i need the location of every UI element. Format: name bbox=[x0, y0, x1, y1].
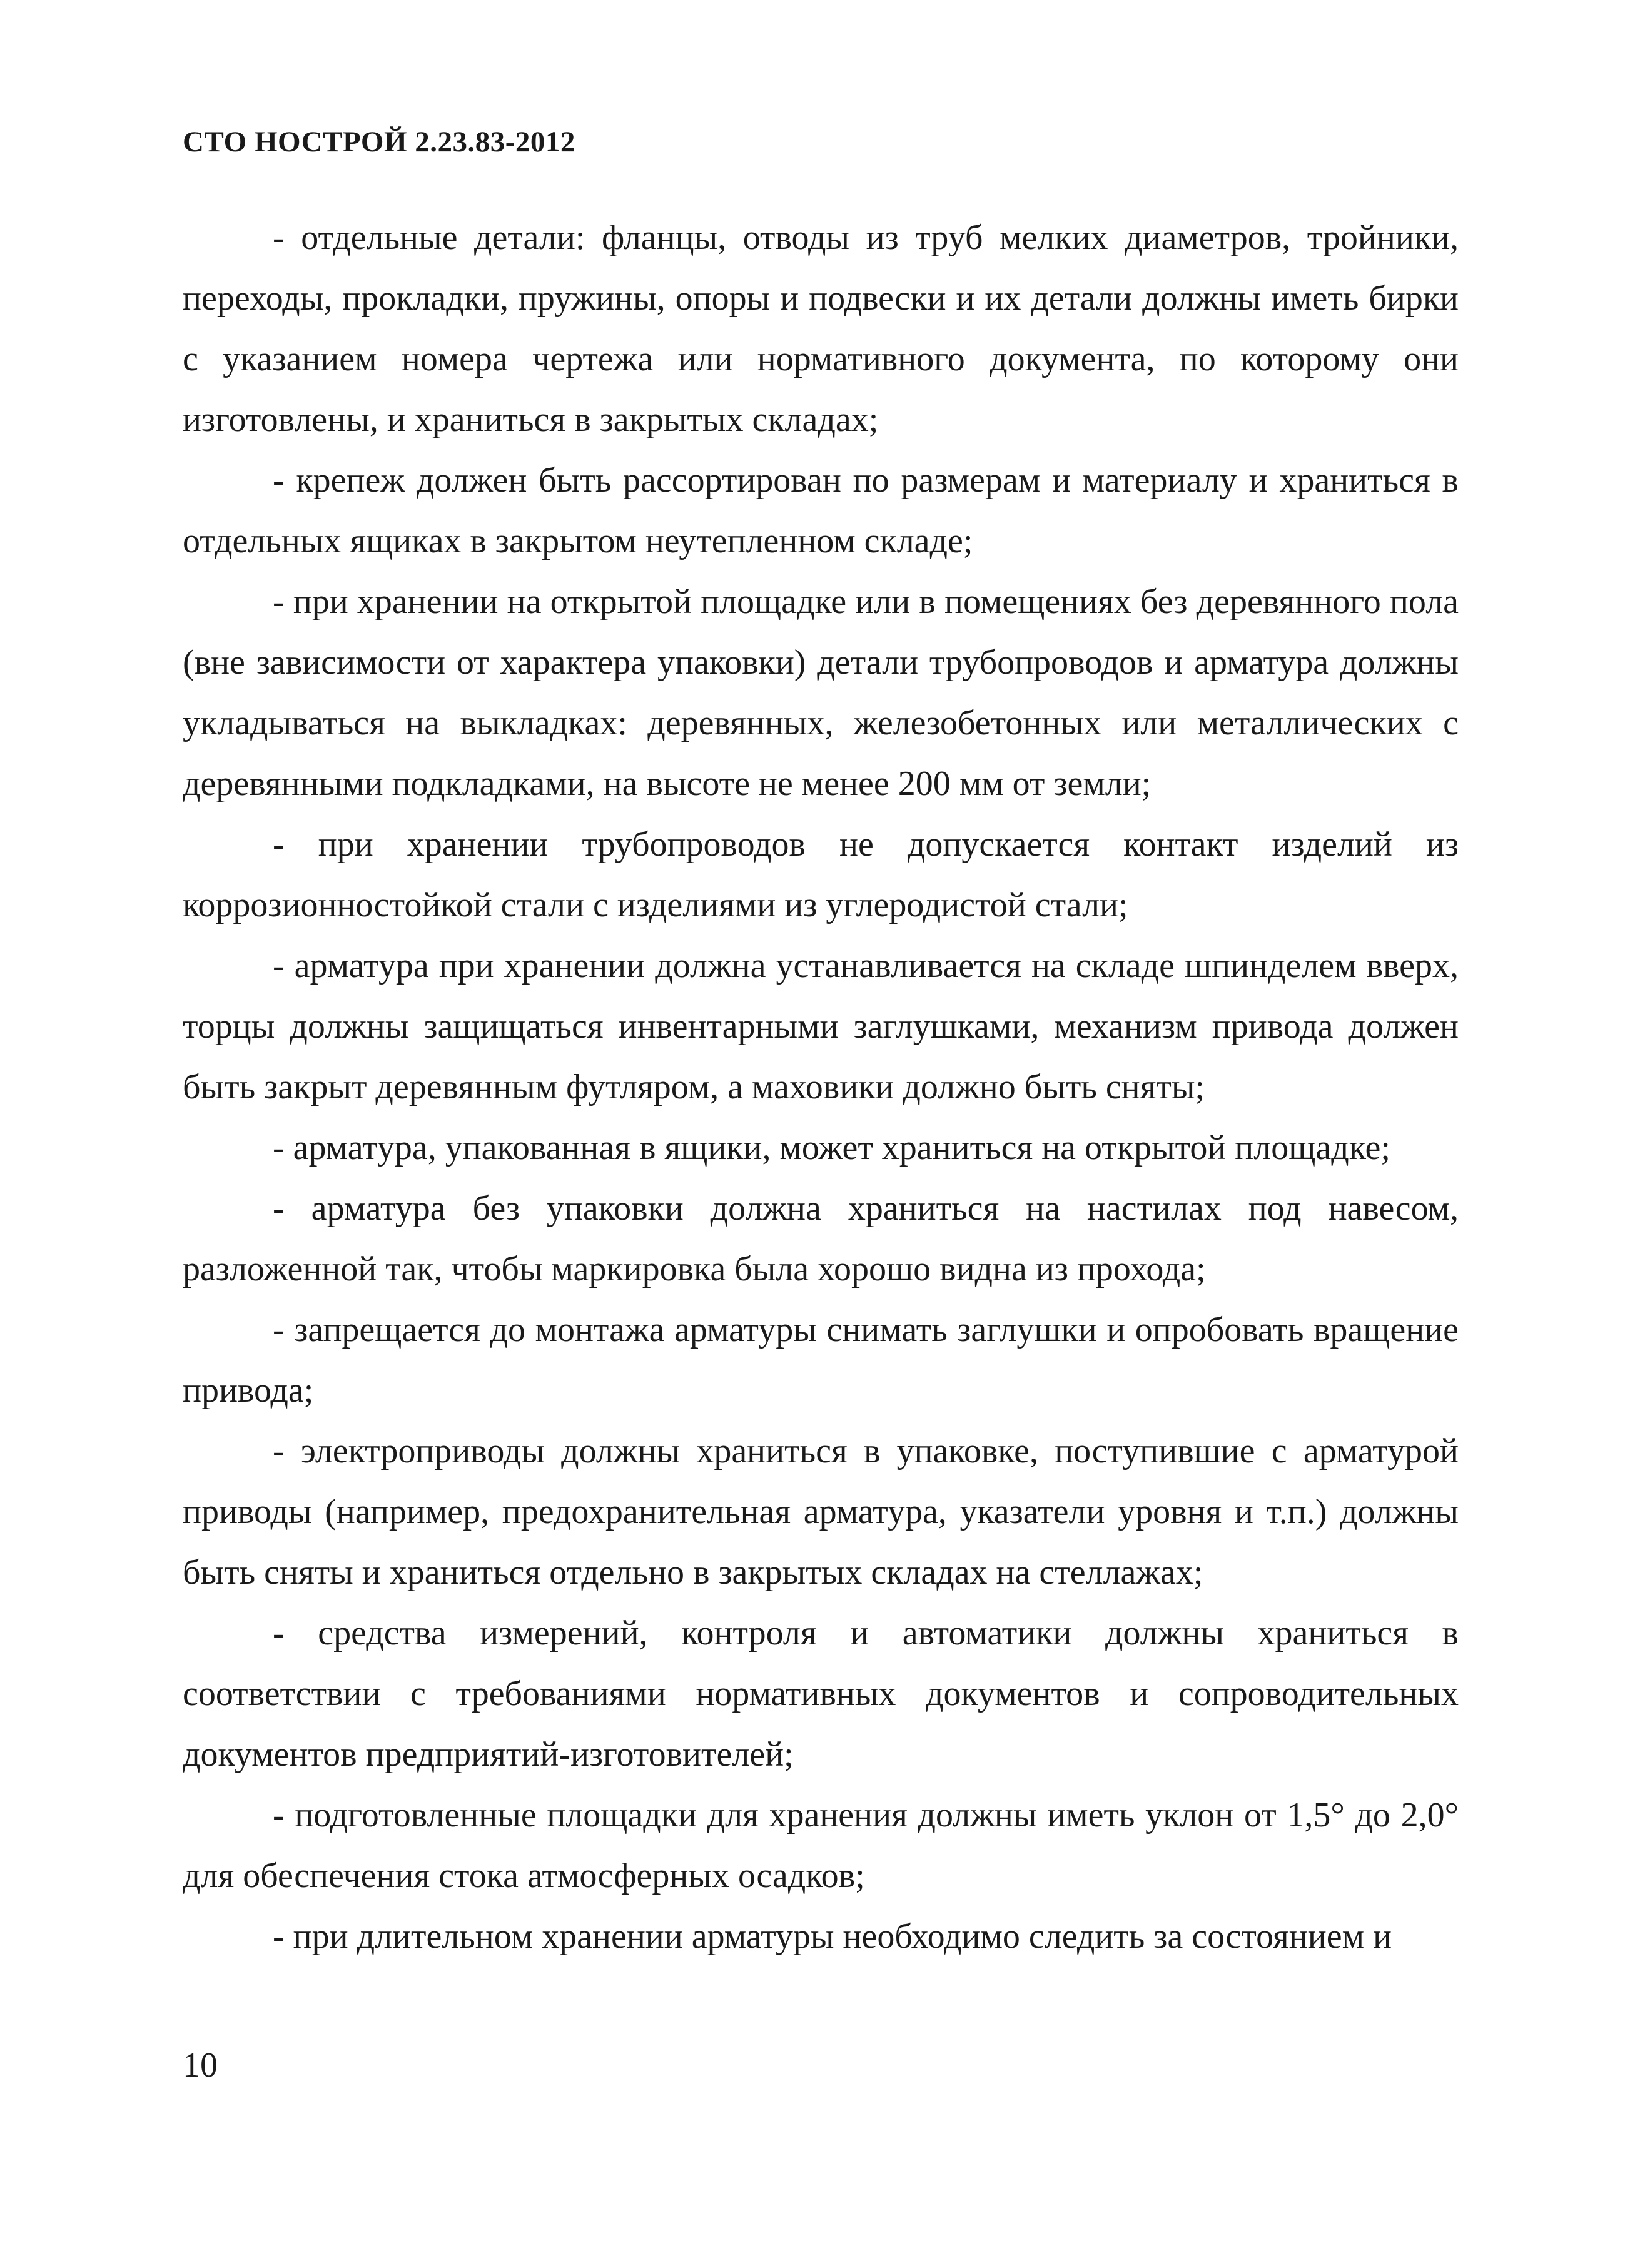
paragraph: - отдельные детали: фланцы, отводы из труб мелких диаметров, тройники, переходы, прокладки, пружины, опоры и подвески и их детали должны иметь бирки с указанием номера чертежа или нормативного документа, по которому они изготовлены, и храниться в закрытых складах; bbox=[183, 218, 1459, 439]
paragraph: - крепеж должен быть рассортирован по размерам и материалу и храниться в отдельных ящиках в закрытом неутепленном складе; bbox=[183, 461, 1459, 560]
paragraph: - при длительном хранении арматуры необходимо следить за состоянием и bbox=[273, 1917, 1392, 1956]
paragraph: - средства измерений, контроля и автоматики должны храниться в соответствии с требованиями нормативных документов и сопроводительных документов предприятий-изготовителей; bbox=[183, 1614, 1459, 1774]
paragraph: - арматура, упакованная в ящики, может храниться на открытой площадке; bbox=[273, 1128, 1390, 1167]
paragraph: - при хранении на открытой площадке или в помещениях без деревянного пола (вне зависимости от характера упаковки) детали трубопроводов и арматура должны укладываться на выкладках: деревянных, железобетонных или металлических с деревянными подкладками, на высоте не менее 200 мм от земли; bbox=[183, 582, 1459, 803]
body-text bbox=[183, 208, 1459, 1967]
document-header: СТО НОСТРОЙ 2.23.83-2012 bbox=[183, 126, 575, 158]
paragraph: - электроприводы должны храниться в упаковке, поступившие с арматурой приводы (например, предохранительная арматура, указатели уровня и т.п.) должны быть сняты и храниться отдельно в закрытых складах на стеллажах; bbox=[183, 1432, 1459, 1592]
paragraph: - арматура при хранении должна устанавливается на складе шпинделем вверх, торцы должны защищаться инвентарными заглушками, механизм привода должен быть закрыт деревянным футляром, а маховики должно быть сняты; bbox=[183, 946, 1459, 1106]
paragraph: - подготовленные площадки для хранения должны иметь уклон от 1,5° до 2,0° для обеспечения стока атмосферных осадков; bbox=[183, 1796, 1459, 1895]
paragraph: - запрещается до монтажа арматуры снимать заглушки и опробовать вращение привода; bbox=[183, 1310, 1459, 1410]
paragraph: - при хранении трубопроводов не допускается контакт изделий из коррозионностойкой стали с изделиями из углеродистой стали; bbox=[183, 825, 1459, 924]
page-number: 10 bbox=[183, 2046, 218, 2085]
paragraph: - арматура без упаковки должна храниться на настилах под навесом, разложенной так, чтобы маркировка была хорошо видна из прохода; bbox=[183, 1189, 1459, 1288]
